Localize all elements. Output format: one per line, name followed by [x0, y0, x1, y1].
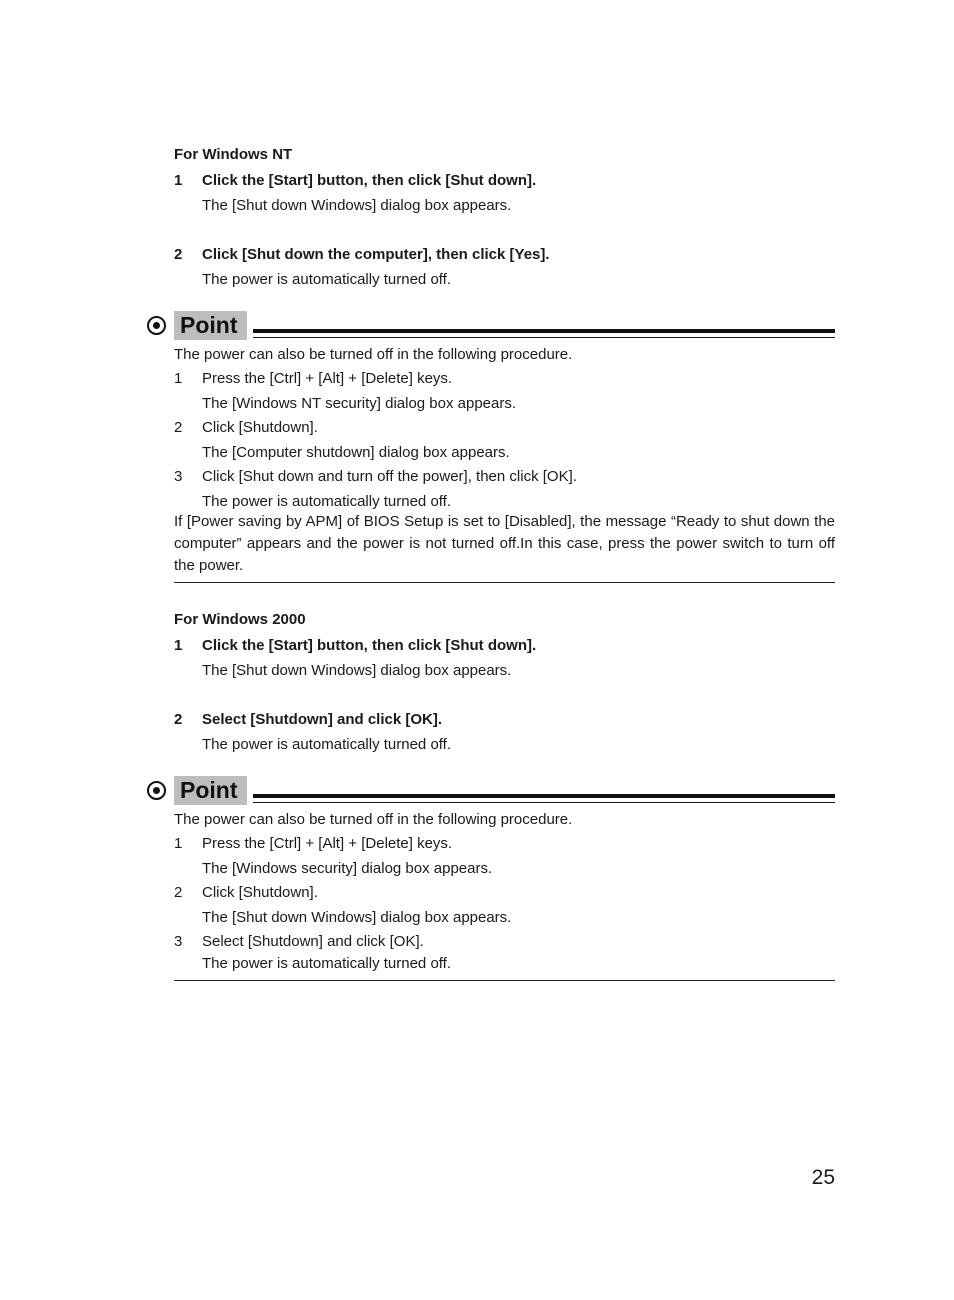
point-step-number: 1: [174, 835, 183, 852]
section-heading-windows-nt: For Windows NT: [174, 146, 293, 163]
point-end-rule: [174, 980, 835, 981]
point-step-result: The power is automatically turned off.: [202, 493, 452, 510]
step-number: 2: [174, 711, 183, 728]
point-rule: [253, 794, 835, 798]
point-target-icon: [147, 781, 166, 800]
point-rule: [253, 802, 835, 803]
step-title: Click [Shut down the computer], then click [Yes].: [202, 246, 550, 263]
step-number: 1: [174, 172, 183, 189]
section-heading-windows-2000: For Windows 2000: [174, 611, 306, 628]
point-step-text: Press the [Ctrl] + [Alt] + [Delete] keys.: [202, 370, 453, 387]
point-step-number: 3: [174, 933, 183, 950]
point-step-result: The [Shut down Windows] dialog box appears.: [202, 909, 512, 926]
step-number: 1: [174, 637, 183, 654]
point-step-text: Click [Shut down and turn off the power], then click [OK].: [202, 468, 577, 485]
point-step-number: 2: [174, 419, 183, 436]
point-step-number: 2: [174, 884, 183, 901]
point-step-result: The [Computer shutdown] dialog box appears.: [202, 444, 510, 461]
page-number: 25: [811, 1166, 835, 1189]
point-step-result: The power is automatically turned off.: [202, 955, 452, 972]
step-result: The power is automatically turned off.: [202, 271, 452, 288]
step-title: Click the [Start] button, then click [Shut down].: [202, 637, 537, 654]
point-step-text: Click [Shutdown].: [202, 419, 318, 436]
point-rule: [253, 329, 835, 333]
point-step-text: Select [Shutdown] and click [OK].: [202, 933, 424, 950]
point-intro: The power can also be turned off in the following procedure.: [174, 811, 573, 828]
point-step-result: The [Windows security] dialog box appears.: [202, 860, 493, 877]
point-step-text: Press the [Ctrl] + [Alt] + [Delete] keys.: [202, 835, 453, 852]
point-step-number: 1: [174, 370, 183, 387]
point-step-number: 3: [174, 468, 183, 485]
point-step-text: Click [Shutdown].: [202, 884, 318, 901]
point-step-result: The [Windows NT security] dialog box appears.: [202, 395, 517, 412]
point-rule: [253, 337, 835, 338]
step-result: The power is automatically turned off.: [202, 736, 452, 753]
step-title: Click the [Start] button, then click [Shut down].: [202, 172, 537, 189]
point-target-icon: [147, 316, 166, 335]
step-result: The [Shut down Windows] dialog box appears.: [202, 197, 512, 214]
point-note: If [Power saving by APM] of BIOS Setup is set to [Disabled], the message “Ready to shut down the computer” appears and the power is not turned off.In this case, press the power switch to turn off the power.: [174, 513, 835, 574]
point-label: Point: [174, 311, 247, 340]
point-end-rule: [174, 582, 835, 583]
point-intro: The power can also be turned off in the following procedure.: [174, 346, 573, 363]
step-title: Select [Shutdown] and click [OK].: [202, 711, 443, 728]
point-label: Point: [174, 776, 247, 805]
step-number: 2: [174, 246, 183, 263]
step-result: The [Shut down Windows] dialog box appears.: [202, 662, 512, 679]
